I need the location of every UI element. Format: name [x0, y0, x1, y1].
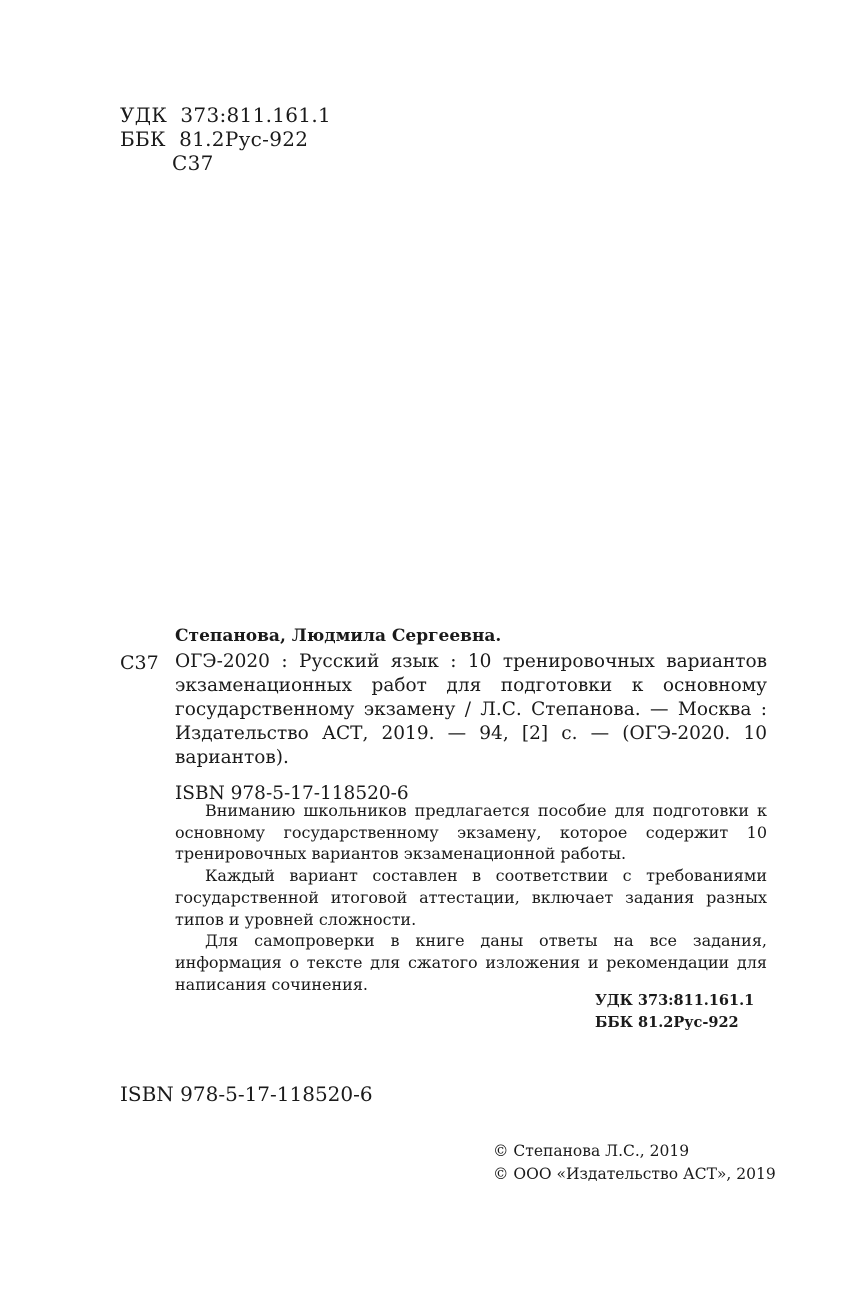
copyright-author: © Степанова Л.С., 2019 — [493, 1142, 690, 1160]
copyright-block — [493, 1140, 776, 1186]
author-mark: С37 — [172, 151, 214, 175]
isbn-main: ISBN 978-5-17-118520-6 — [120, 1082, 373, 1106]
annotation-bbk: ББК 81.2Рус-922 — [595, 1014, 739, 1031]
copyright-publisher: © ООО «Издательство АСТ», 2019 — [493, 1165, 776, 1183]
annotation — [175, 800, 767, 995]
annotation-codes — [595, 990, 754, 1034]
annotation-paragraph-2: Каждый вариант составлен в соответствии с требованиями государственной итоговой аттестации, включает задания разных типов и уровней сложности. — [175, 866, 767, 929]
annotation-paragraph-3: Для самопроверки в книге даны ответы на все задания, информация о тексте для сжатого изложения и рекомендации для написания сочинения. — [175, 931, 767, 994]
annotation-paragraph-1: Вниманию школьников предлагается пособие для подготовки к основному государственному экзамену, которое содержит 10 тренировочных вариантов экзаменационной работы. — [175, 801, 767, 864]
record-author: Степанова, Людмила Сергеевна. — [175, 626, 502, 646]
udk-code: УДК 373:811.161.1 — [120, 103, 332, 127]
record-isbn: ISBN 978-5-17-118520-6 — [175, 783, 409, 804]
record-description: ОГЭ-2020 : Русский язык : 10 тренировочных вариантов экзаменационных работ для подготовки к основному государственному экзамену / Л.С. Степанова. — Москва : Издательство АСТ, 2019. — 94, [2] с. — (ОГЭ-2020. 10 вариантов). — [175, 651, 767, 768]
classification-header — [120, 103, 331, 175]
bibliographic-record — [175, 650, 767, 806]
bbk-code: ББК 81.2Рус-922 — [120, 127, 309, 151]
record-author-mark: С37 — [120, 652, 159, 674]
annotation-udk: УДК 373:811.161.1 — [595, 992, 755, 1009]
